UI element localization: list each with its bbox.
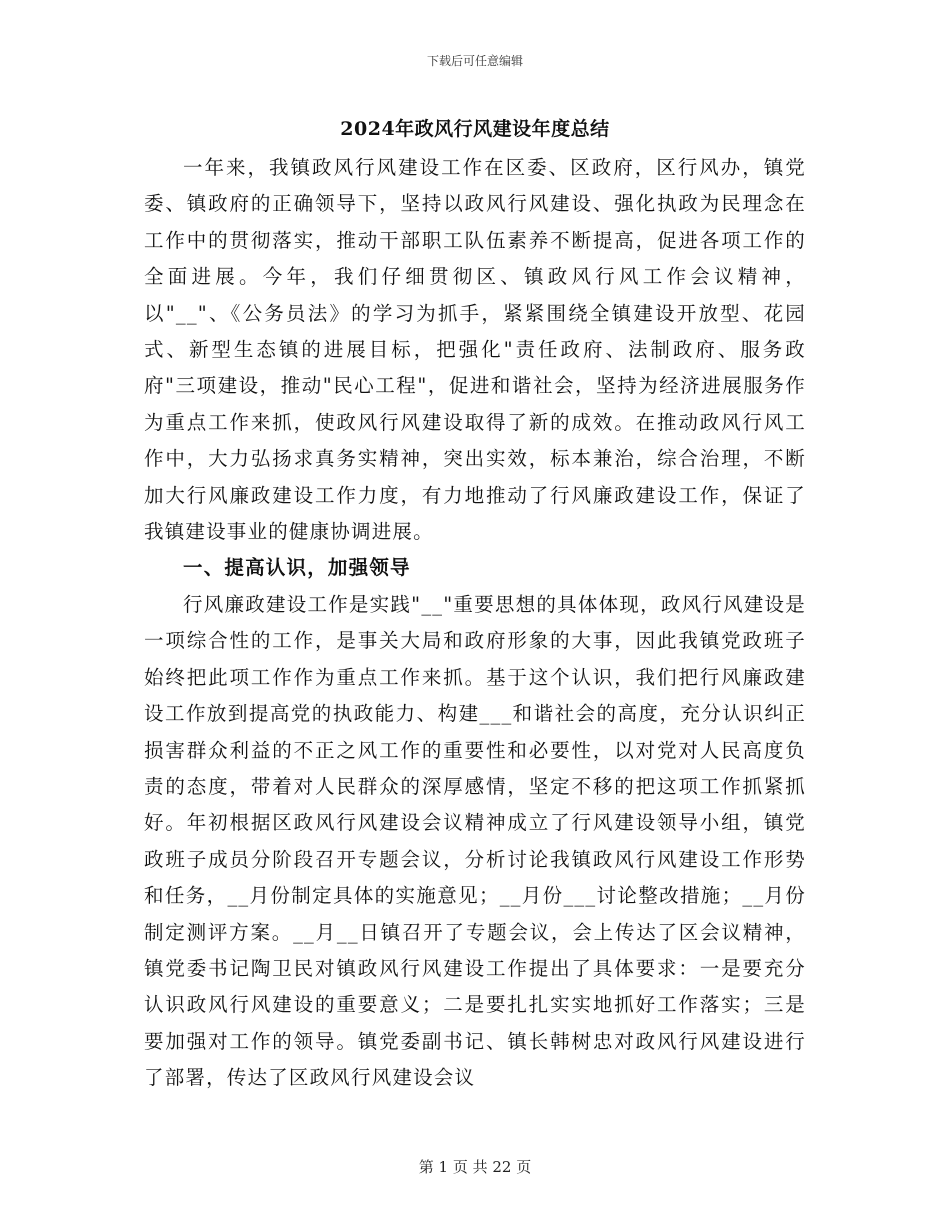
- intro-paragraph: 一年来，我镇政风行风建设工作在区委、区政府，区行风办，镇党委、镇政府的正确领导下，坚持以政风行风建设、强化执政为民理念在工作中的贯彻落实，推动干部职工队伍素养不断提高，促进各项工作的全面进展。今年，我们仔细贯彻区、镇政风行风工作会议精神，以"__"、《公务员法》的学习为抓手，紧紧围绕全镇建设开放型、花园式、新型生态镇的进展目标，把强化"责任政府、法制政府、服务政府"三项建设，推动"民心工程"，促进和谐社会，坚持为经济进展服务作为重点工作来抓，使政风行风建设取得了新的成效。在推动政风行风工作中，大力弘扬求真务实精神，突出实效，标本兼治，综合治理，不断加大行风廉政建设工作力度，有力地推动了行风廉政建设工作，保证了我镇建设事业的健康协调进展。: [144, 156, 806, 544]
- page-number: 第 1 页 共 22 页: [418, 1158, 532, 1176]
- document-title: 2024年政风行风建设年度总结: [340, 118, 610, 140]
- document-body: [144, 150, 806, 1097]
- page-header-note: 下载后可任意编辑: [426, 54, 523, 68]
- section-heading: 一、提高认识，加强领导: [183, 556, 411, 580]
- section-paragraph: 行风廉政建设工作是实践"__"重要思想的具体体现，政风行风建设是一项综合性的工作，是事关大局和政府形象的大事，因此我镇党政班子始终把此项工作作为重点工作来抓。基于这个认识，我们把行风廉政建设工作放到提高党的执政能力、构建___和谐社会的高度，充分认识纠正损害群众利益的不正之风工作的重要性和必要性，以对党对人民高度负责的态度，带着对人民群众的深厚感情，坚定不移的把这项工作抓紧抓好。年初根据区政风行风建设会议精神成立了行风建设领导小组，镇党政班子成员分阶段召开专题会议，分析讨论我镇政风行风建设工作形势和任务，__月份制定具体的实施意见；__月份___讨论整改措施；__月份制定测评方案。__月__日镇召开了专题会议，会上传达了区会议精神，镇党委书记陶卫民对镇政风行风建设工作提出了具体要求：一是要充分认识政风行风建设的重要意义；二是要扎扎实实地抓好工作落实；三是要加强对工作的领导。镇党委副书记、镇长韩树忠对政风行风建设进行了部署，传达了区政风行风建设会议: [144, 592, 806, 1090]
